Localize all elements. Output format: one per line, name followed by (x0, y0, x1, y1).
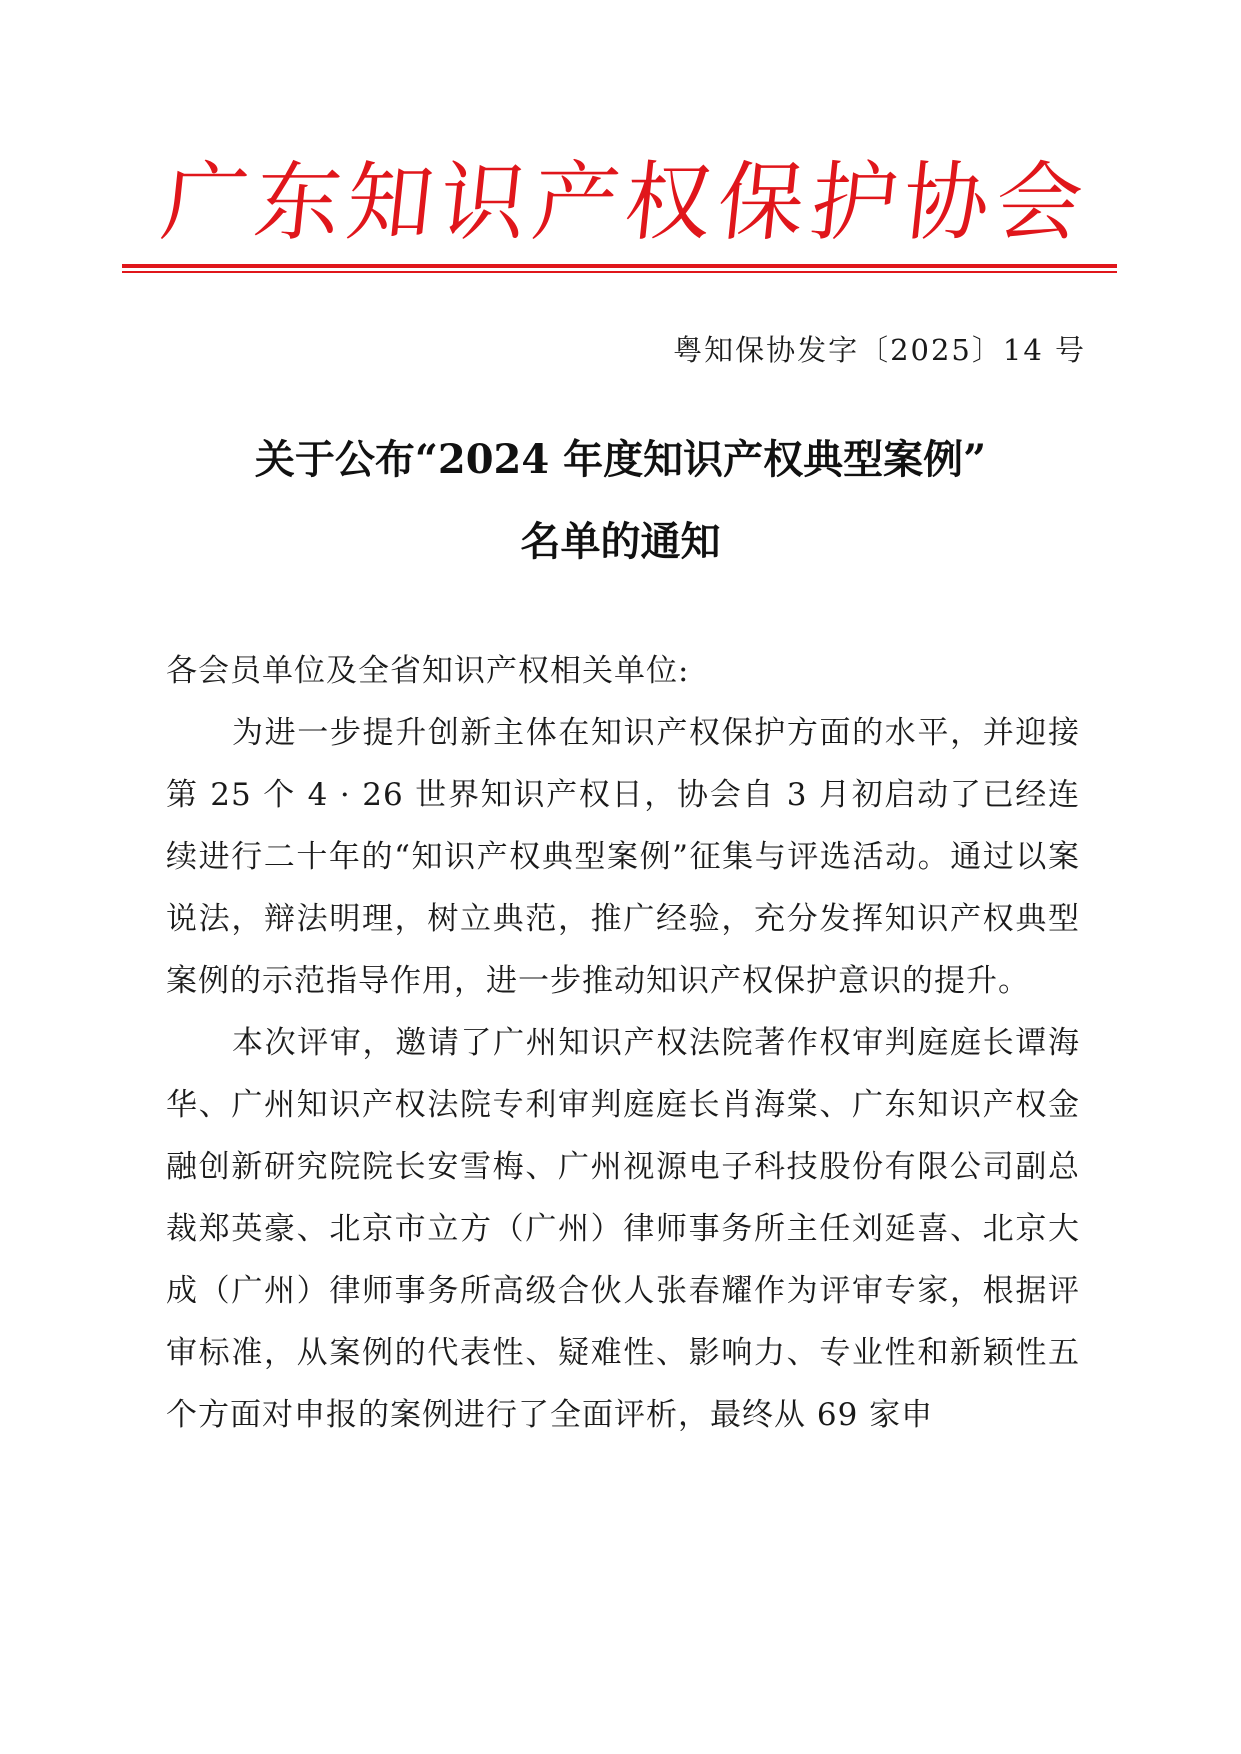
salutation: 各会员单位及全省知识产权相关单位: (166, 653, 690, 689)
letterhead-char: 产 (527, 153, 624, 253)
letterhead-char: 广 (156, 153, 254, 253)
document-title-line-2: 名单的通知 (520, 518, 721, 565)
letterhead-char: 东 (249, 153, 346, 253)
letterhead-org-name (156, 148, 1088, 258)
letterhead-char: 权 (620, 153, 717, 253)
document-body (166, 640, 1080, 1446)
letterhead-char: 护 (805, 153, 902, 253)
letterhead-divider-thin (122, 271, 1117, 273)
letterhead-char: 保 (712, 153, 810, 253)
letterhead-char: 知 (342, 153, 439, 253)
document-title-line-1: 关于公布“2024 年度知识产权典型案例” (254, 436, 987, 483)
letterhead-char: 识 (434, 153, 532, 253)
letterhead-char: 会 (990, 153, 1088, 253)
letterhead-char: 协 (897, 153, 995, 253)
body-paragraph: 为进一步提升创新主体在知识产权保护方面的水平，并迎接第 25 个 4 · 26 世界知识产权日，协会自 3 月初启动了已经连续进行二十年的“知识产权典型案例”征集与评选活动。通过以案说法，辩法明理，树立典范，推广经验，充分发挥知识产权典型案例的示范指导作用，进一步推动知识产权保护意识的提升。 (166, 715, 1080, 999)
document-number: 粤知保协发字〔2025〕14 号 (673, 333, 1086, 367)
body-paragraph: 本次评审，邀请了广州知识产权法院著作权审判庭庭长谭海华、广州知识产权法院专利审判庭庭长肖海棠、广东知识产权金融创新研究院院长安雪梅、广州视源电子科技股份有限公司副总裁郑英豪、北京市立方（广州）律师事务所主任刘延喜、北京大成（广州）律师事务所高级合伙人张春耀作为评审专家，根据评审标准，从案例的代表性、疑难性、影响力、专业性和新颖性五个方面对申报的案例进行了全面评析，最终从 69 家申 (166, 1025, 1080, 1433)
letterhead-divider-thick (122, 264, 1117, 268)
